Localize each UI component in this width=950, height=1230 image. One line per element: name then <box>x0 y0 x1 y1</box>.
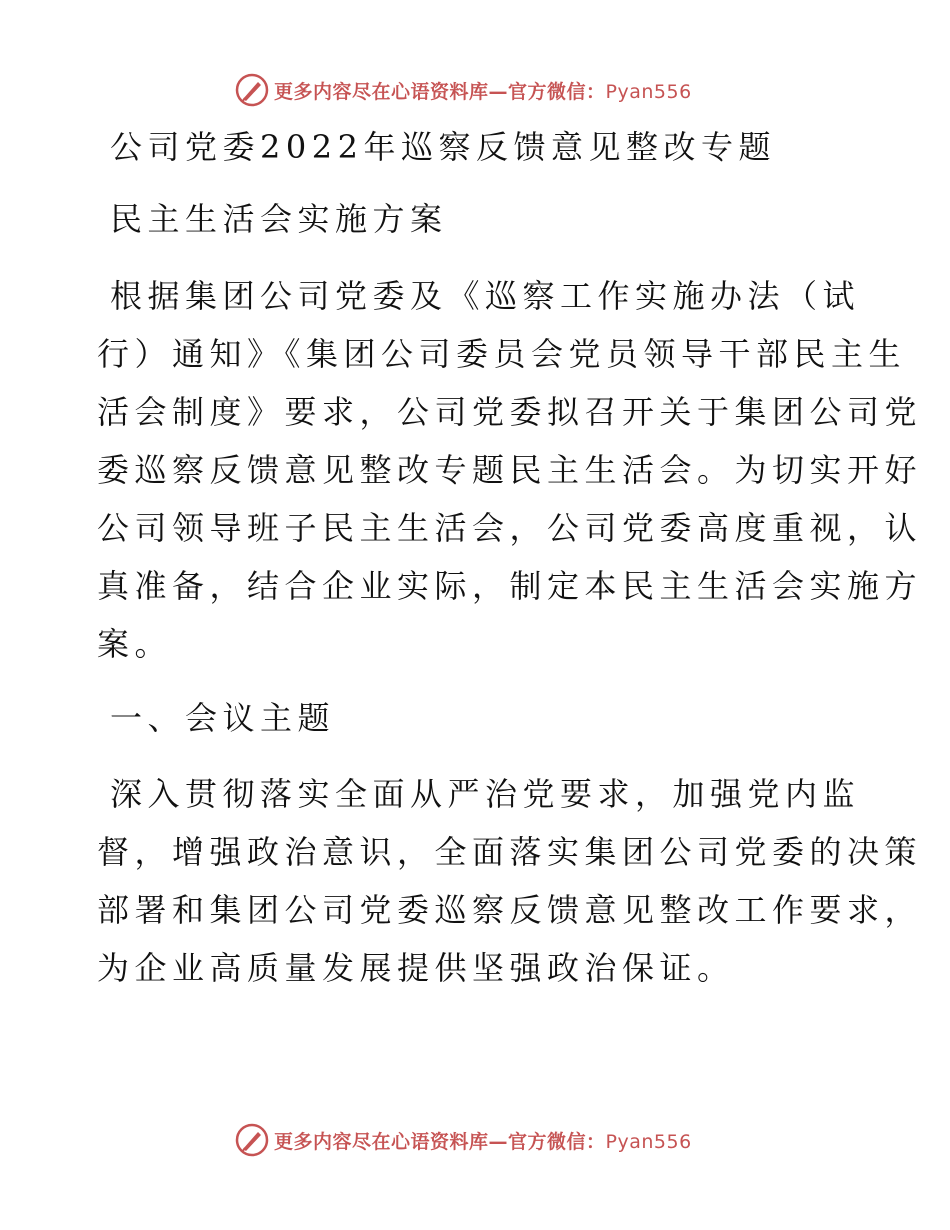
section-heading: 一、会议主题 <box>110 699 336 737</box>
watermark-handle: Pyan556 <box>605 1130 692 1153</box>
quill-logo-icon <box>234 1122 270 1158</box>
doc-title-line-2: 民主生活会实施方案 <box>110 200 448 238</box>
watermark-banner-top <box>234 70 692 110</box>
watermark-label: 更多内容尽在心语资料库—官方微信： <box>274 80 606 103</box>
paragraph-line: 深入贯彻落实全面从严治党要求，加强党内监 <box>110 775 861 813</box>
paragraph-line: 为企业高质量发展提供坚强政治保证。 <box>97 949 735 987</box>
watermark-text <box>274 1127 692 1154</box>
paragraph-line: 案。 <box>97 625 173 663</box>
watermark-handle: Pyan556 <box>605 80 692 103</box>
paragraph-line: 活会制度》要求，公司党委拟召开关于集团公司党 <box>97 393 923 431</box>
paragraph-line: 公司领导班子民主生活会，公司党委高度重视，认 <box>97 509 923 547</box>
watermark-text <box>274 77 692 104</box>
watermark-banner-bottom <box>234 1120 692 1160</box>
quill-logo-icon <box>234 72 270 108</box>
paragraph-line: 真准备，结合企业实际，制定本民主生活会实施方 <box>97 567 923 605</box>
watermark-label: 更多内容尽在心语资料库—官方微信： <box>274 1130 606 1153</box>
paragraph-line: 部署和集团公司党委巡察反馈意见整改工作要求， <box>97 891 923 929</box>
paragraph-line: 督，增强政治意识，全面落实集团公司党委的决策 <box>97 833 923 871</box>
paragraph-line: 委巡察反馈意见整改专题民主生活会。为切实开好 <box>97 451 923 489</box>
paragraph-line: 行）通知》《集团公司委员会党员领导干部民主生 <box>97 335 907 373</box>
doc-title-line-1: 公司党委2022年巡察反馈意见整改专题 <box>110 128 776 166</box>
paragraph-line: 根据集团公司党委及《巡察工作实施办法（试 <box>110 277 861 315</box>
